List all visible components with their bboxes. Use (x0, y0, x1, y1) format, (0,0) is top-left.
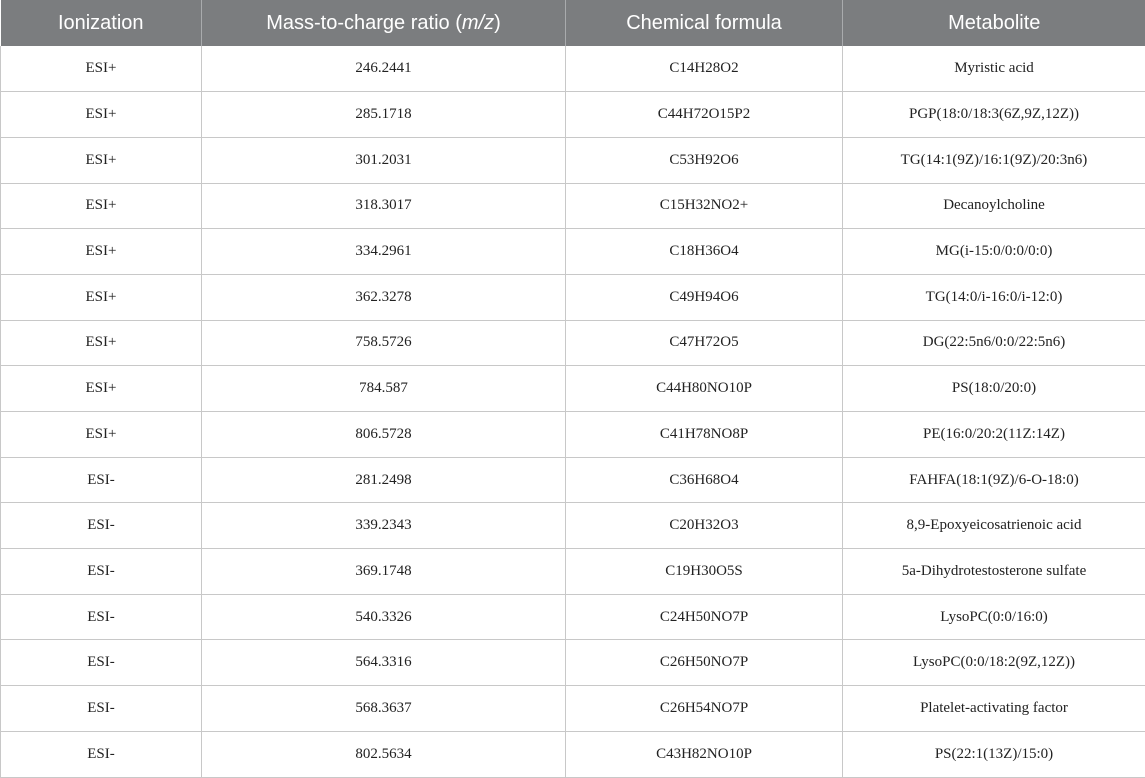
cell-ionization: ESI+ (1, 412, 202, 458)
table-row (1, 457, 1145, 503)
cell-ionization: ESI+ (1, 366, 202, 412)
cell-ionization: ESI- (1, 503, 202, 549)
cell-formula: C24H50NO7P (566, 594, 843, 640)
cell-mz: 281.2498 (202, 457, 566, 503)
cell-mz: 334.2961 (202, 229, 566, 275)
cell-mz: 339.2343 (202, 503, 566, 549)
cell-formula: C44H80NO10P (566, 366, 843, 412)
header-ionization: Ionization (1, 0, 202, 46)
cell-formula: C44H72O15P2 (566, 92, 843, 138)
header-mass-to-charge (202, 0, 566, 46)
header-mz-prefix: Mass-to-charge ratio ( (266, 12, 462, 34)
cell-ionization: ESI+ (1, 229, 202, 275)
table-row (1, 503, 1145, 549)
cell-metabolite: Myristic acid (843, 46, 1145, 92)
cell-mz: 568.3637 (202, 686, 566, 732)
table-row (1, 640, 1145, 686)
cell-metabolite: TG(14:1(9Z)/16:1(9Z)/20:3n6) (843, 137, 1145, 183)
cell-formula: C53H92O6 (566, 137, 843, 183)
cell-metabolite: TG(14:0/i-16:0/i-12:0) (843, 274, 1145, 320)
cell-metabolite: LysoPC(0:0/18:2(9Z,12Z)) (843, 640, 1145, 686)
cell-metabolite: PS(22:1(13Z)/15:0) (843, 731, 1145, 777)
cell-mz: 285.1718 (202, 92, 566, 138)
cell-ionization: ESI+ (1, 46, 202, 92)
cell-metabolite: 5a-Dihydrotestosterone sulfate (843, 549, 1145, 595)
cell-mz: 802.5634 (202, 731, 566, 777)
cell-formula: C41H78NO8P (566, 412, 843, 458)
cell-ionization: ESI- (1, 686, 202, 732)
cell-mz: 362.3278 (202, 274, 566, 320)
cell-metabolite: DG(22:5n6/0:0/22:5n6) (843, 320, 1145, 366)
cell-formula: C47H72O5 (566, 320, 843, 366)
table-row (1, 92, 1145, 138)
table-row (1, 412, 1145, 458)
header-mz-italic: m/z (462, 12, 494, 34)
cell-ionization: ESI+ (1, 92, 202, 138)
cell-ionization: ESI+ (1, 274, 202, 320)
cell-mz: 301.2031 (202, 137, 566, 183)
header-mz-suffix: ) (494, 12, 501, 34)
table-header (1, 0, 1145, 46)
table-body (1, 46, 1145, 777)
table-row (1, 183, 1145, 229)
table-row (1, 366, 1145, 412)
cell-ionization: ESI+ (1, 137, 202, 183)
cell-ionization: ESI+ (1, 320, 202, 366)
cell-formula: C18H36O4 (566, 229, 843, 275)
table-row (1, 274, 1145, 320)
header-chemical-formula: Chemical formula (566, 0, 843, 46)
table-row (1, 594, 1145, 640)
table-row (1, 549, 1145, 595)
cell-ionization: ESI+ (1, 183, 202, 229)
cell-metabolite: PS(18:0/20:0) (843, 366, 1145, 412)
header-row (1, 0, 1145, 46)
cell-formula: C26H50NO7P (566, 640, 843, 686)
cell-mz: 369.1748 (202, 549, 566, 595)
cell-metabolite: Platelet-activating factor (843, 686, 1145, 732)
cell-metabolite: LysoPC(0:0/16:0) (843, 594, 1145, 640)
cell-mz: 784.587 (202, 366, 566, 412)
cell-mz: 246.2441 (202, 46, 566, 92)
table-row (1, 46, 1145, 92)
cell-formula: C19H30O5S (566, 549, 843, 595)
table-row (1, 320, 1145, 366)
table-row (1, 686, 1145, 732)
cell-formula: C49H94O6 (566, 274, 843, 320)
cell-formula: C15H32NO2+ (566, 183, 843, 229)
cell-formula: C14H28O2 (566, 46, 843, 92)
cell-metabolite: FAHFA(18:1(9Z)/6-O-18:0) (843, 457, 1145, 503)
cell-metabolite: 8,9-Epoxyeicosatrienoic acid (843, 503, 1145, 549)
cell-metabolite: PE(16:0/20:2(11Z:14Z) (843, 412, 1145, 458)
cell-formula: C20H32O3 (566, 503, 843, 549)
cell-formula: C36H68O4 (566, 457, 843, 503)
cell-mz: 540.3326 (202, 594, 566, 640)
table-row (1, 137, 1145, 183)
cell-mz: 758.5726 (202, 320, 566, 366)
cell-metabolite: PGP(18:0/18:3(6Z,9Z,12Z)) (843, 92, 1145, 138)
table-row (1, 731, 1145, 777)
cell-ionization: ESI- (1, 549, 202, 595)
cell-formula: C43H82NO10P (566, 731, 843, 777)
cell-metabolite: MG(i-15:0/0:0/0:0) (843, 229, 1145, 275)
header-metabolite: Metabolite (843, 0, 1145, 46)
cell-ionization: ESI- (1, 457, 202, 503)
cell-mz: 564.3316 (202, 640, 566, 686)
table-row (1, 229, 1145, 275)
cell-formula: C26H54NO7P (566, 686, 843, 732)
cell-mz: 806.5728 (202, 412, 566, 458)
cell-ionization: ESI- (1, 640, 202, 686)
cell-ionization: ESI- (1, 594, 202, 640)
cell-ionization: ESI- (1, 731, 202, 777)
cell-metabolite: Decanoylcholine (843, 183, 1145, 229)
cell-mz: 318.3017 (202, 183, 566, 229)
